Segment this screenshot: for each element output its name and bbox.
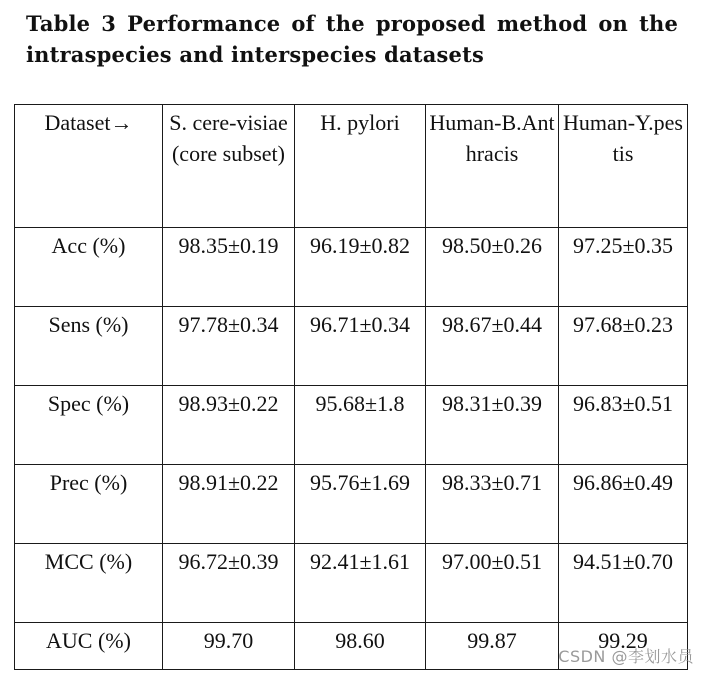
table-cell: 97.68±0.23 bbox=[559, 307, 688, 386]
row-label: Spec (%) bbox=[15, 386, 163, 465]
row-label: Acc (%) bbox=[15, 228, 163, 307]
column-header-human-y-pestis: Human-Y.pestis bbox=[559, 105, 688, 228]
row-label: MCC (%) bbox=[15, 544, 163, 623]
table-cell: 97.00±0.51 bbox=[426, 544, 559, 623]
table-cell: 98.31±0.39 bbox=[426, 386, 559, 465]
table-cell: 95.76±1.69 bbox=[295, 465, 426, 544]
row-label: Sens (%) bbox=[15, 307, 163, 386]
row-label: Prec (%) bbox=[15, 465, 163, 544]
table-row-prec bbox=[15, 465, 688, 544]
table-cell: 95.68±1.8 bbox=[295, 386, 426, 465]
watermark-text: CSDN @李划水员 bbox=[558, 647, 694, 666]
table-cell: 99.87 bbox=[426, 623, 559, 670]
table-cell: 98.91±0.22 bbox=[163, 465, 295, 544]
table-cell: 97.25±0.35 bbox=[559, 228, 688, 307]
table-cell: 98.35±0.19 bbox=[163, 228, 295, 307]
table-cell: 96.72±0.39 bbox=[163, 544, 295, 623]
table-cell: 98.93±0.22 bbox=[163, 386, 295, 465]
table-row-sens bbox=[15, 307, 688, 386]
table-cell: 98.67±0.44 bbox=[426, 307, 559, 386]
table-cell: 99.70 bbox=[163, 623, 295, 670]
table-row-spec bbox=[15, 386, 688, 465]
table-header-row bbox=[15, 105, 688, 228]
table-cell: 98.60 bbox=[295, 623, 426, 670]
table-cell: 98.33±0.71 bbox=[426, 465, 559, 544]
column-header-human-b-anthracis: Human-B.Anthracis bbox=[426, 105, 559, 228]
table-cell: 92.41±1.61 bbox=[295, 544, 426, 623]
table-row-mcc bbox=[15, 544, 688, 623]
row-label: AUC (%) bbox=[15, 623, 163, 670]
table-cell: 94.51±0.70 bbox=[559, 544, 688, 623]
table-cell: 96.19±0.82 bbox=[295, 228, 426, 307]
table-cell: 96.83±0.51 bbox=[559, 386, 688, 465]
table-row-acc bbox=[15, 228, 688, 307]
column-header-h-pylori: H. pylori bbox=[295, 105, 426, 228]
table-cell: 99.29 bbox=[559, 623, 688, 670]
column-header-s-cerevisiae: S. cere-visiae (core subset) bbox=[163, 105, 295, 228]
table-cell: 96.86±0.49 bbox=[559, 465, 688, 544]
table-cell: 98.50±0.26 bbox=[426, 228, 559, 307]
performance-table bbox=[14, 104, 688, 670]
table-cell: 96.71±0.34 bbox=[295, 307, 426, 386]
table-cell: 97.78±0.34 bbox=[163, 307, 295, 386]
dataset-header-cell: Dataset→ bbox=[15, 105, 163, 228]
table-caption: Table 3 Performance of the proposed method on the intraspecies and interspecies datasets bbox=[26, 11, 678, 67]
